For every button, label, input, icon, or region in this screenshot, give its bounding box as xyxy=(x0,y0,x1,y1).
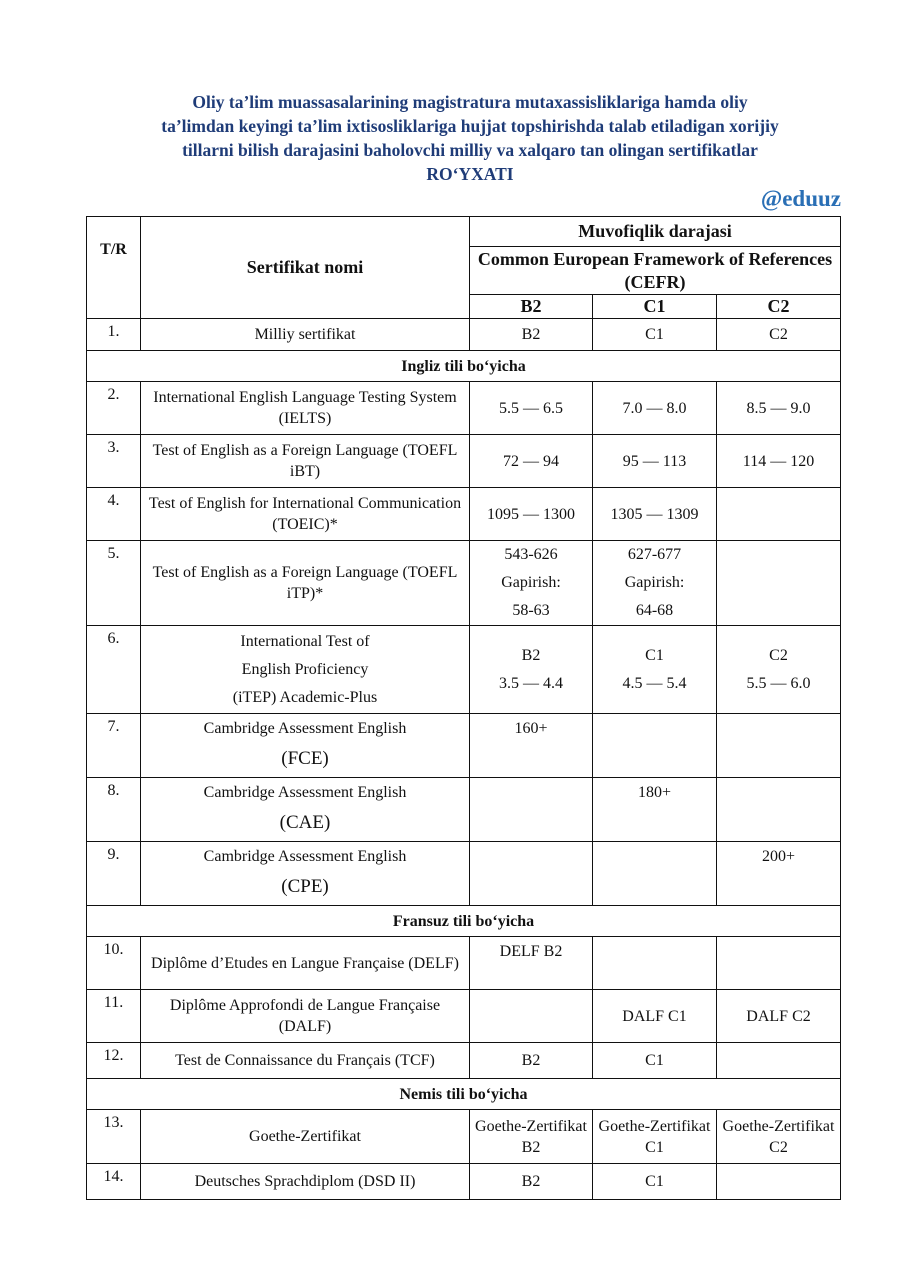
header-c1: C1 xyxy=(593,295,717,319)
certificate-name: Diplôme Approfondi de Langue Française (DALF) xyxy=(141,990,470,1043)
table-row xyxy=(87,382,841,435)
row-number: 9. xyxy=(87,842,141,906)
value-b2 xyxy=(470,842,593,906)
certificate-name xyxy=(141,714,470,778)
value-b2: 72 — 94 xyxy=(470,435,593,488)
certificate-name: Test of English as a Foreign Language (TOEFL iTP)* xyxy=(141,541,470,626)
row-number: 10. xyxy=(87,937,141,990)
value-b2 xyxy=(470,626,593,714)
certificates-table xyxy=(86,216,841,1200)
name-line: (FCE) xyxy=(281,748,329,769)
name-line: Cambridge Assessment English xyxy=(203,720,407,737)
certificate-name: Goethe-Zertifikat xyxy=(141,1110,470,1164)
value-c1: 1305 — 1309 xyxy=(593,488,717,541)
section-row-english xyxy=(87,351,841,382)
table-row xyxy=(87,1110,841,1164)
name-line: Cambridge Assessment English xyxy=(203,848,407,865)
row-number: 3. xyxy=(87,435,141,488)
table-row xyxy=(87,1164,841,1200)
header-level: Muvofiqlik darajasi xyxy=(470,217,841,247)
title-line-4: RO‘YXATI xyxy=(426,164,514,184)
value-b2: B2 xyxy=(470,319,593,351)
row-number: 1. xyxy=(87,319,141,351)
name-line: Cambridge Assessment English xyxy=(203,784,407,801)
certificate-name xyxy=(141,778,470,842)
header-c2: C2 xyxy=(717,295,841,319)
value-c1 xyxy=(593,714,717,778)
value-line: Gapirish: xyxy=(501,574,561,591)
value-c2 xyxy=(717,937,841,990)
certificate-name: Test of English for International Communication (TOEIC)* xyxy=(141,488,470,541)
row-number: 13. xyxy=(87,1110,141,1164)
value-c1: C1 xyxy=(593,1043,717,1079)
name-line: (CAE) xyxy=(279,812,331,833)
value-c2 xyxy=(717,1164,841,1200)
value-c1 xyxy=(593,541,717,626)
header-b2: B2 xyxy=(470,295,593,319)
row-number: 8. xyxy=(87,778,141,842)
value-c2 xyxy=(717,778,841,842)
value-c2: 200+ xyxy=(717,842,841,906)
value-c1: DALF C1 xyxy=(593,990,717,1043)
value-b2 xyxy=(470,541,593,626)
value-b2: B2 xyxy=(470,1043,593,1079)
value-c1: Goethe-Zertifikat C1 xyxy=(593,1110,717,1164)
value-c2: C2 xyxy=(717,319,841,351)
value-c1 xyxy=(593,937,717,990)
value-c2 xyxy=(717,626,841,714)
value-line: Gapirish: xyxy=(624,574,685,591)
row-number: 12. xyxy=(87,1043,141,1079)
certificate-name xyxy=(141,626,470,714)
row-number: 11. xyxy=(87,990,141,1043)
value-c2 xyxy=(717,714,841,778)
value-c2: 8.5 — 9.0 xyxy=(717,382,841,435)
table-row xyxy=(87,541,841,626)
certificate-name: Test de Connaissance du Français (TCF) xyxy=(141,1043,470,1079)
certificate-name: Deutsches Sprachdiplom (DSD II) xyxy=(141,1164,470,1200)
table-row xyxy=(87,435,841,488)
value-c1 xyxy=(593,842,717,906)
table-row xyxy=(87,937,841,990)
value-line: B2 xyxy=(521,646,541,664)
section-row-french xyxy=(87,906,841,937)
value-c2: 114 — 120 xyxy=(717,435,841,488)
title-line-2: ta’limdan keyingi ta’lim ixtisosliklariga hujjat topshirishda talab etiladigan xorijiy xyxy=(161,116,779,136)
row-number: 14. xyxy=(87,1164,141,1200)
table-row xyxy=(87,778,841,842)
value-line: 3.5 — 4.4 xyxy=(499,674,563,692)
header-cefr: Common European Framework of References (CEFR) xyxy=(470,247,841,295)
certificate-name xyxy=(141,842,470,906)
row-number: 7. xyxy=(87,714,141,778)
row-number: 2. xyxy=(87,382,141,435)
value-line: 627-677 xyxy=(627,546,682,563)
value-c2 xyxy=(717,1043,841,1079)
value-b2: 5.5 — 6.5 xyxy=(470,382,593,435)
title-line-1: Oliy ta’lim muassasalarining magistratura mutaxassisliklariga hamda oliy xyxy=(192,92,748,112)
value-c2 xyxy=(717,488,841,541)
name-line: International Test of xyxy=(240,632,370,650)
table-row xyxy=(87,714,841,778)
document-title xyxy=(60,90,880,186)
value-b2 xyxy=(470,990,593,1043)
table-row xyxy=(87,842,841,906)
table-row xyxy=(87,1043,841,1079)
certificate-name: Milliy sertifikat xyxy=(141,319,470,351)
value-line: C1 xyxy=(645,646,664,664)
value-c1 xyxy=(593,626,717,714)
name-line: (CPE) xyxy=(281,876,329,897)
value-c2: Goethe-Zertifikat C2 xyxy=(717,1110,841,1164)
table-row xyxy=(87,626,841,714)
value-b2: 160+ xyxy=(470,714,593,778)
value-c1: 7.0 — 8.0 xyxy=(593,382,717,435)
value-line: 4.5 — 5.4 xyxy=(622,674,687,692)
value-c1: C1 xyxy=(593,319,717,351)
value-line: 5.5 — 6.0 xyxy=(746,674,811,692)
value-c1: 180+ xyxy=(593,778,717,842)
certificate-name: Test of English as a Foreign Language (TOEFL iBT) xyxy=(141,435,470,488)
value-b2: 1095 — 1300 xyxy=(470,488,593,541)
table-row xyxy=(87,488,841,541)
value-b2 xyxy=(470,778,593,842)
table-row xyxy=(87,990,841,1043)
value-c2: DALF C2 xyxy=(717,990,841,1043)
title-line-3: tillarni bilish darajasini baholovchi milliy va xalqaro tan olingan sertifikatlar xyxy=(182,140,758,160)
value-line: 58-63 xyxy=(512,602,550,619)
section-title: Nemis tili bo‘yicha xyxy=(87,1079,841,1110)
value-c2 xyxy=(717,541,841,626)
section-row-german xyxy=(87,1079,841,1110)
row-number: 6. xyxy=(87,626,141,714)
value-c1: 95 — 113 xyxy=(593,435,717,488)
certificate-name: Diplôme d’Etudes en Langue Française (DELF) xyxy=(141,937,470,990)
value-line: 64-68 xyxy=(635,602,674,619)
section-title: Ingliz tili bo‘yicha xyxy=(87,351,841,382)
name-line: (iTEP) Academic-Plus xyxy=(232,688,378,706)
value-c1: C1 xyxy=(593,1164,717,1200)
row-number: 5. xyxy=(87,541,141,626)
value-b2: DELF B2 xyxy=(470,937,593,990)
row-number: 4. xyxy=(87,488,141,541)
header-tr: T/R xyxy=(87,217,141,319)
value-line: 543-626 xyxy=(504,546,558,563)
table-row xyxy=(87,319,841,351)
header-certificate-name: Sertifikat nomi xyxy=(141,217,470,319)
certificate-name: International English Language Testing System (IELTS) xyxy=(141,382,470,435)
value-b2: Goethe-Zertifikat B2 xyxy=(470,1110,593,1164)
value-line: C2 xyxy=(769,646,788,664)
section-title: Fransuz tili bo‘yicha xyxy=(87,906,841,937)
value-b2: B2 xyxy=(470,1164,593,1200)
name-line: English Proficiency xyxy=(241,660,369,678)
channel-handle: @eduuz xyxy=(760,186,841,211)
